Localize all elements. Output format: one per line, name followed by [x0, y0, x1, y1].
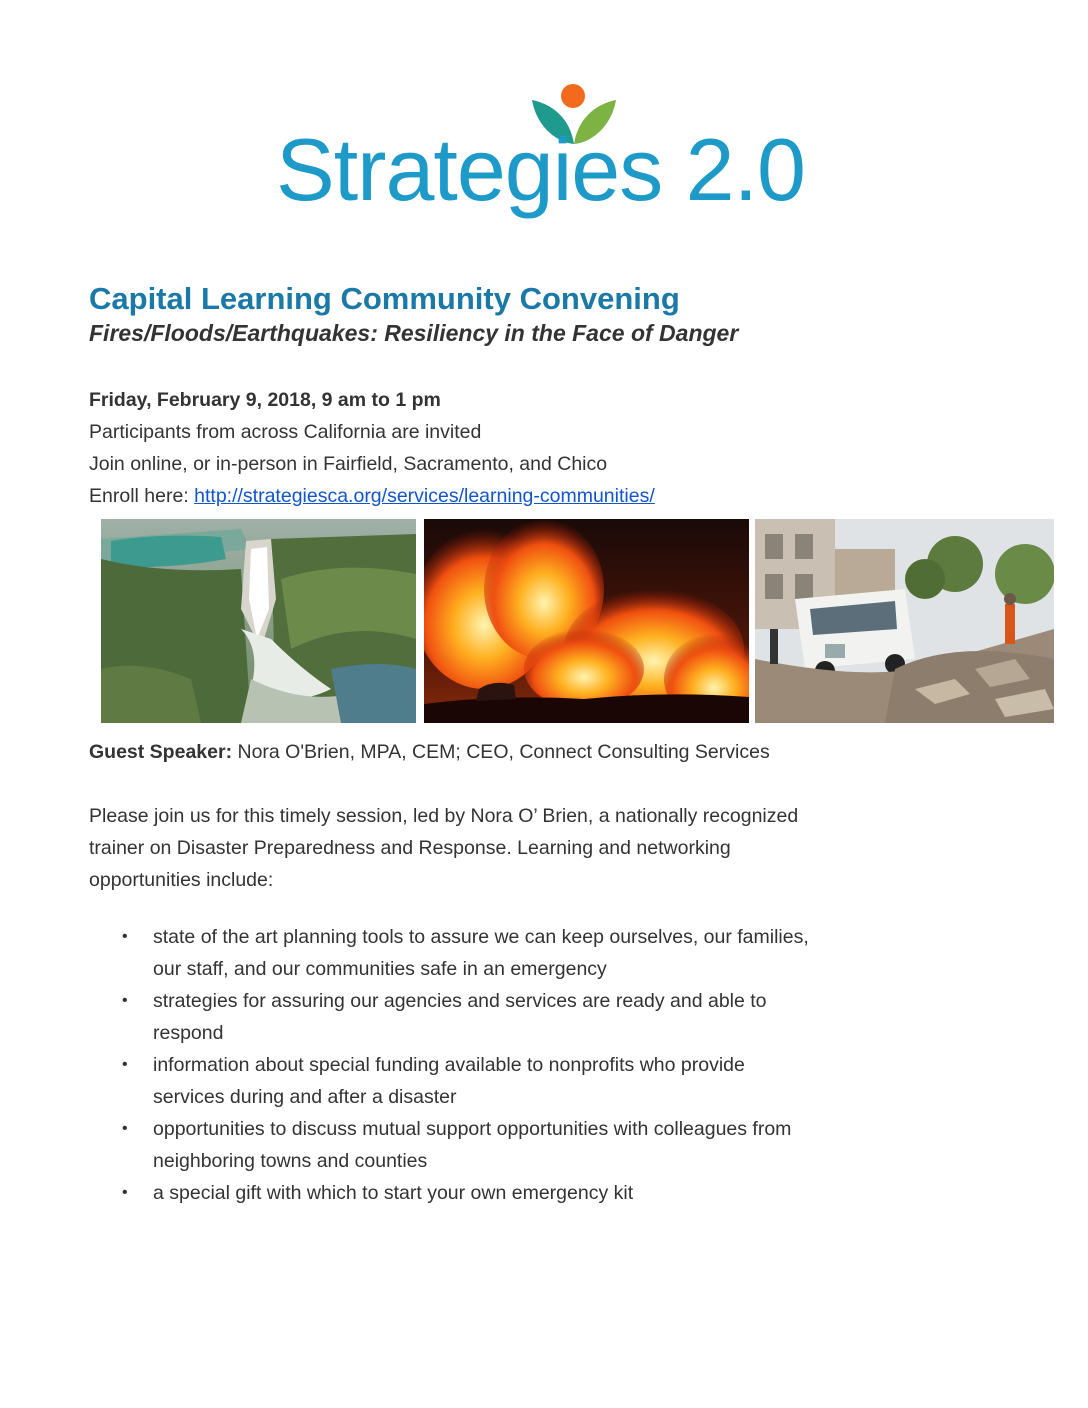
- locations-line: Join online, or in-person in Fairfield, Sacramento, and Chico: [89, 453, 608, 475]
- bullet-icon: •: [122, 1056, 128, 1073]
- list-item-line: information about special funding available to nonprofits who provide: [153, 1054, 745, 1076]
- bullet-icon: •: [122, 928, 128, 945]
- enroll-line: [89, 480, 655, 512]
- earthquake-debris-photo: [755, 519, 1054, 723]
- enroll-link[interactable]: http://strategiesca.org/services/learning-communities/: [194, 485, 655, 507]
- list-item: [89, 1049, 909, 1113]
- list-item-line: opportunities to discuss mutual support opportunities with colleagues from: [153, 1118, 792, 1140]
- intro-line: Please join us for this timely session, led by Nora O’ Brien, a nationally recognized: [89, 805, 799, 827]
- guest-speaker-label: Guest Speaker:: [89, 741, 233, 763]
- intro-paragraph: [89, 800, 889, 896]
- bullet-icon: •: [122, 1120, 128, 1137]
- event-date: Friday, February 9, 2018, 9 am to 1 pm: [89, 389, 441, 411]
- list-item-line: our staff, and our communities safe in an emergency: [153, 958, 607, 980]
- guest-speaker-name: Nora O'Brien, MPA, CEM; CEO, Connect Consulting Services: [232, 741, 770, 763]
- photo-strip: [101, 519, 1054, 723]
- logo-wordmark: Strategies 2.0: [276, 120, 805, 219]
- list-item-line: respond: [153, 1022, 224, 1044]
- list-item-line: state of the art planning tools to assure we can keep ourselves, our families,: [153, 926, 809, 948]
- bullet-icon: •: [122, 1184, 128, 1201]
- list-item-line: services during and after a disaster: [153, 1086, 457, 1108]
- list-item: [89, 921, 909, 985]
- event-details: [89, 384, 655, 512]
- list-item: [89, 1113, 909, 1177]
- list-item-line: a special gift with which to start your own emergency kit: [153, 1182, 634, 1204]
- enroll-label: Enroll here:: [89, 485, 195, 507]
- opportunities-list: [89, 921, 909, 1209]
- dam-spillway-photo: [101, 519, 416, 723]
- guest-speaker: [89, 736, 770, 768]
- bullet-icon: •: [122, 992, 128, 1009]
- participants-line: Participants from across California are invited: [89, 421, 482, 443]
- list-item: [89, 1177, 909, 1209]
- list-item-line: neighboring towns and counties: [153, 1150, 428, 1172]
- wildfire-photo: [424, 519, 749, 723]
- intro-line: opportunities include:: [89, 869, 274, 891]
- page-title: Capital Learning Community Convening: [89, 281, 680, 316]
- intro-line: trainer on Disaster Preparedness and Response. Learning and networking: [89, 837, 731, 859]
- list-item: [89, 985, 909, 1049]
- list-item-line: strategies for assuring our agencies and services are ready and able to: [153, 990, 767, 1012]
- page-subtitle: Fires/Floods/Earthquakes: Resiliency in the Face of Danger: [89, 320, 739, 346]
- strategies-logo: [276, 82, 821, 222]
